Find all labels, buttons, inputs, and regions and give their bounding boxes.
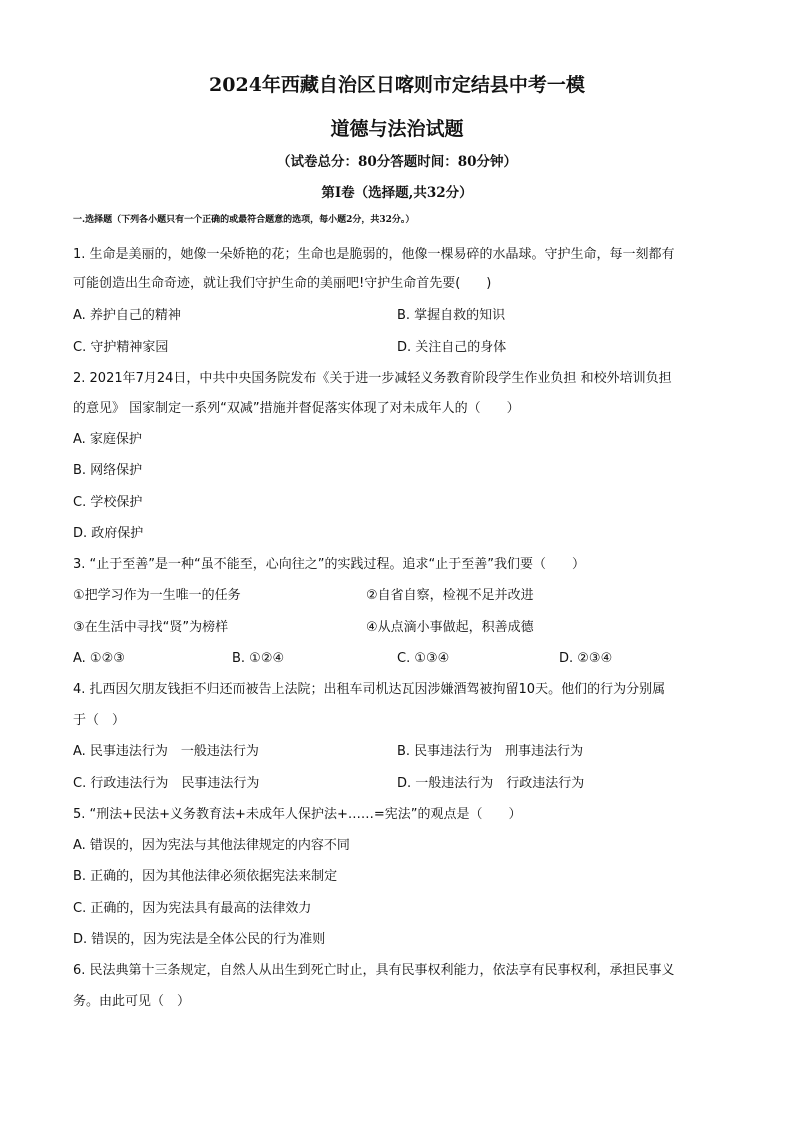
question-3-statement-4: ④从点滴小事做起，积善成德	[366, 620, 534, 635]
question-1-stem-line-2: 可能创造出生命奇迹，就让我们守护生命的美丽吧!守护生命首先要( )	[73, 276, 492, 291]
question-3-option-a: A. ①②③	[73, 651, 125, 666]
question-2-option-b: B. 网络保护	[73, 463, 143, 478]
question-4-stem-line-1: 4. 扎西因欠朋友钱拒不归还而被告上法院；出租车司机达瓦因涉嫌酒驾被拘留10天。他们的行为分别属	[73, 682, 666, 697]
question-2-stem-line-1: 2. 2021年7月24日，中共中央国务院发布《关于进一步减轻义务教育阶段学生作业负担 和校外培训负担	[73, 371, 672, 386]
question-3-option-c: C. ①③④	[397, 651, 450, 666]
question-4-option-d: D. 一般违法行为 行政违法行为	[397, 776, 585, 791]
volume-heading: 第I卷（选择题,共32分）	[321, 185, 473, 201]
question-1-option-d: D. 关注自己的身体	[397, 340, 507, 355]
question-3-stem: 3. “止于至善”是一种“虽不能至，心向往之”的实践过程。追求“止于至善”我们要（ ）	[73, 557, 585, 572]
question-2-option-a: A. 家庭保护	[73, 432, 142, 447]
exam-info: （试卷总分：80分答题时间：80分钟）	[276, 154, 518, 170]
question-5-option-b: B. 正确的，因为其他法律必须依据宪法来制定	[73, 869, 338, 884]
question-4-stem-line-2: 于（ ）	[73, 713, 126, 728]
question-5-stem: 5. “刑法+民法+义务教育法+未成年人保护法+……=宪法”的观点是（ ）	[73, 807, 522, 822]
question-4-option-a: A. 民事违法行为 一般违法行为	[73, 744, 259, 759]
question-2-option-c: C. 学校保护	[73, 495, 143, 510]
section-heading: 一.选择题（下列各小题只有一个正确的或最符合题意的选项，每小题2分，共32分。）	[73, 215, 415, 225]
question-3-option-b: B. ①②④	[232, 651, 285, 666]
question-3-statement-2: ②自省自察，检视不足并改进	[366, 588, 534, 603]
question-5-option-d: D. 错误的，因为宪法是全体公民的行为准则	[73, 932, 326, 947]
question-3-statement-3: ③在生活中寻找“贤”为榜样	[73, 620, 229, 635]
question-2-option-d: D. 政府保护	[73, 526, 144, 541]
question-1-option-b: B. 掌握自救的知识	[397, 308, 506, 323]
question-4-option-c: C. 行政违法行为 民事违法行为	[73, 776, 260, 791]
question-1-option-a: A. 养护自己的精神	[73, 308, 181, 323]
question-2-stem-line-2: 的意见》 国家制定一系列“双减”措施并督促落实体现了对未成年人的（ ）	[73, 401, 520, 416]
exam-title: 2024年西藏自治区日喀则市定结县中考一模	[209, 74, 585, 96]
question-6-stem-line-1: 6. 民法典第十三条规定，自然人从出生到死亡时止，具有民事权利能力，依法享有民事权利，承担民事义	[73, 963, 675, 978]
question-3-statement-1: ①把学习作为一生唯一的任务	[73, 588, 241, 603]
question-1-option-c: C. 守护精神家园	[73, 340, 169, 355]
question-3-option-d: D. ②③④	[559, 651, 613, 666]
exam-subject-title: 道德与法治试题	[330, 118, 464, 140]
question-5-option-c: C. 正确的，因为宪法具有最高的法律效力	[73, 901, 312, 916]
question-6-stem-line-2: 务。由此可见（ ）	[73, 994, 191, 1009]
question-4-option-b: B. 民事违法行为 刑事违法行为	[397, 744, 584, 759]
question-5-option-a: A. 错误的，因为宪法与其他法律规定的内容不同	[73, 838, 350, 853]
question-1-stem-line-1: 1. 生命是美丽的，她像一朵娇艳的花；生命也是脆弱的，他像一棵易碎的水晶球。守护生命，每一刻都有	[73, 247, 675, 262]
